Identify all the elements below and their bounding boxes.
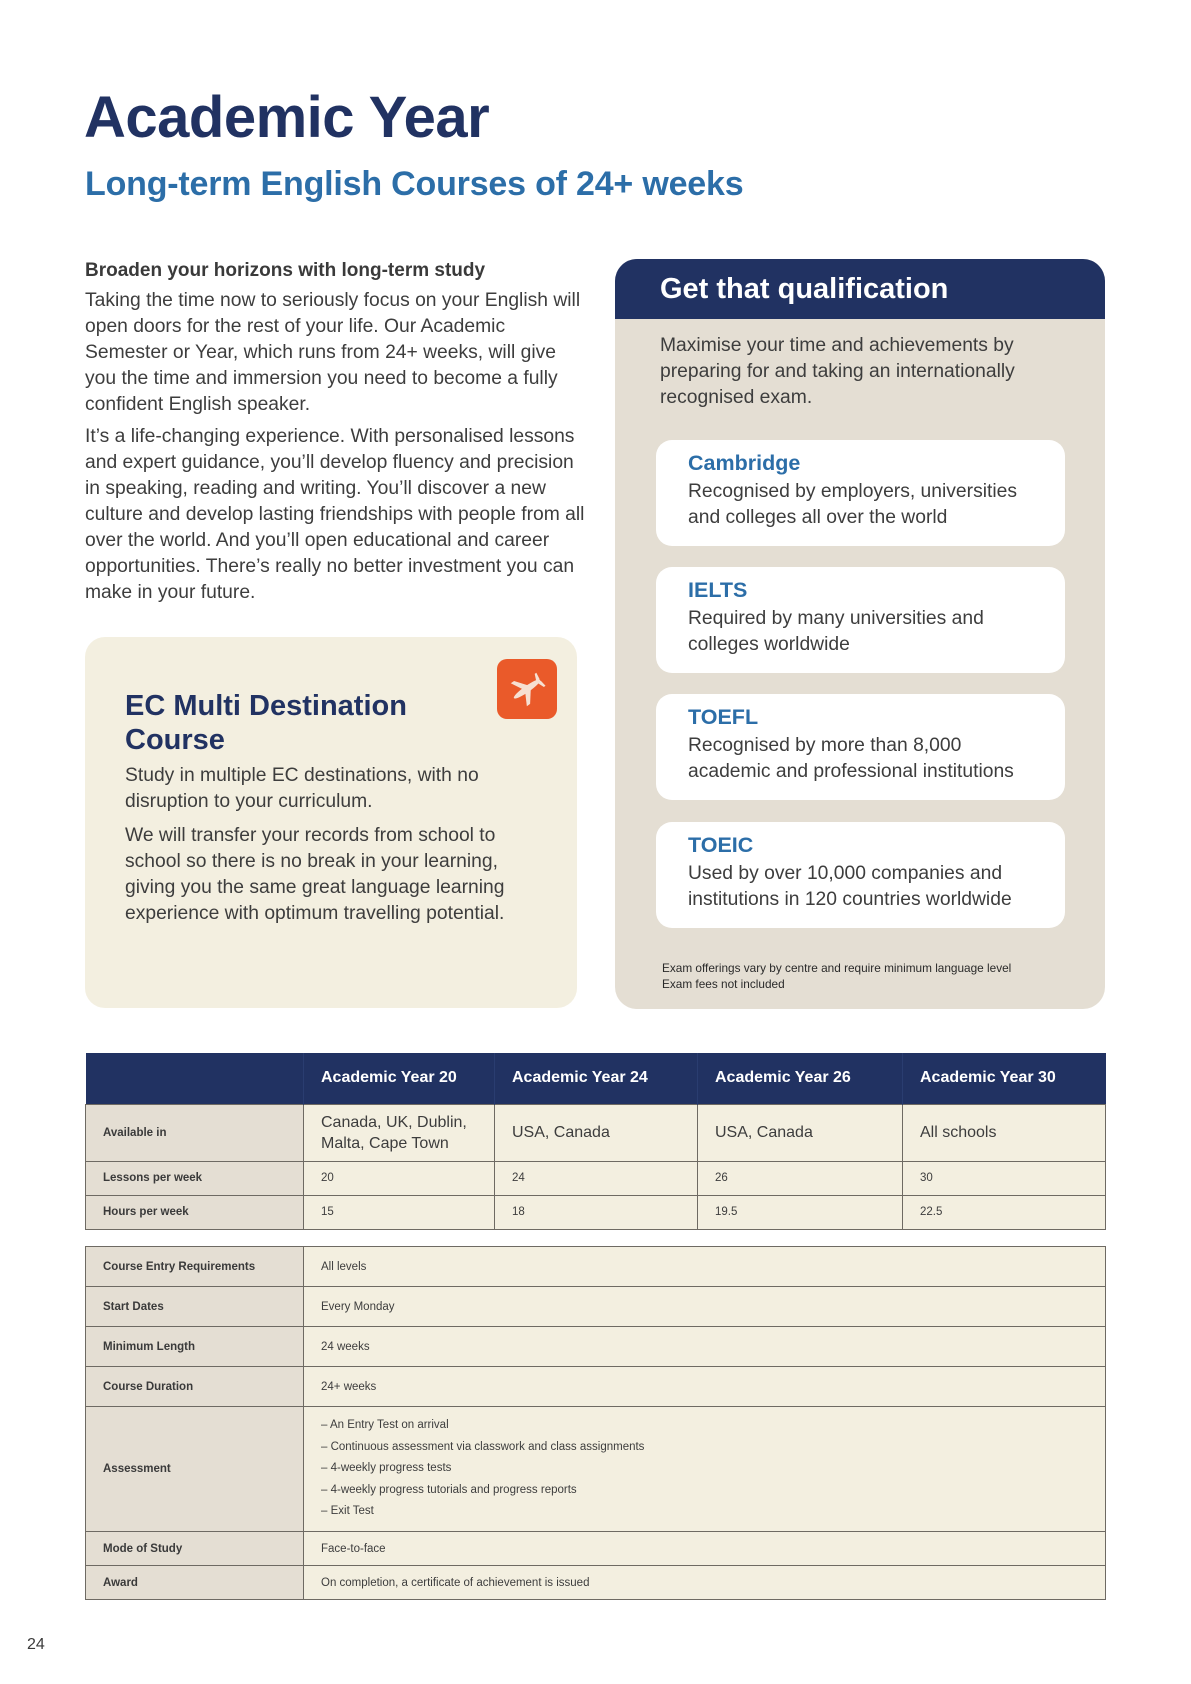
table-row [86,1247,1106,1287]
table-row [86,1161,1106,1195]
row-label: Course Entry Requirements [86,1247,304,1287]
table-cell: Canada, UK, Dublin, Malta, Cape Town [304,1104,495,1161]
table-cell: 24 [495,1161,698,1195]
row-label: Mode of Study [86,1532,304,1566]
row-label: Assessment [86,1407,304,1532]
table-cell: Face-to-face [304,1532,1106,1566]
course-details-table [85,1246,1106,1600]
table-cell: USA, Canada [698,1104,903,1161]
table-cell: 26 [698,1161,903,1195]
table-cell [304,1407,1106,1532]
multi-destination-title: EC Multi Destination Course [125,690,407,756]
intro-paragraph: Taking the time now to seriously focus on your English will open doors for the rest of your life. Our Academic Semester or Year, which runs from 24+ weeks, will give you the time and immersion you need to become a fully confident English speaker. [85,290,581,415]
exam-name: Cambridge [688,451,801,475]
table-cell: 22.5 [903,1195,1106,1229]
table-cell: 15 [304,1195,495,1229]
list-item: – Continuous assessment via classwork and class assignments [321,1440,645,1453]
note-line: Exam fees not included [662,977,785,991]
exam-description: Recognised by employers, universities and colleges all over the world [688,481,1018,528]
assessment-list [321,1415,1105,1523]
table-row [86,1407,1106,1532]
row-label: Course Duration [86,1367,304,1407]
table-row [86,1327,1106,1367]
table-cell: 24 weeks [304,1327,1106,1367]
qualification-intro: Maximise your time and achievements by preparing for and taking an internationally recognised exam. [660,335,1015,408]
page-number: 24 [27,1636,45,1653]
exam-name: TOEIC [688,833,754,857]
table-row [86,1104,1106,1161]
exam-card-toefl [656,694,1065,800]
list-item: – 4-weekly progress tutorials and progress reports [321,1483,577,1496]
multi-destination-paragraph: Study in multiple EC destinations, with no disruption to your curriculum. [125,765,479,812]
row-label: Hours per week [86,1195,304,1229]
exam-description: Required by many universities and colleges worldwide [688,608,984,655]
page-title: Academic Year [84,85,490,150]
exam-name: TOEFL [688,705,759,729]
page-subtitle: Long-term English Courses of 24+ weeks [85,165,744,203]
list-item: – 4-weekly progress tests [321,1462,452,1475]
table-cell: 20 [304,1161,495,1195]
course-comparison-table [85,1053,1106,1230]
table-cell: On completion, a certificate of achievement is issued [304,1566,1106,1600]
list-item: – An Entry Test on arrival [321,1419,449,1432]
table-cell: USA, Canada [495,1104,698,1161]
column-header: Academic Year 24 [495,1053,698,1104]
table-row [86,1532,1106,1566]
exam-card-ielts [656,567,1065,673]
list-item: – Exit Test [321,1505,374,1518]
row-label: Available in [86,1104,304,1161]
exam-name: IELTS [688,578,748,602]
table-cell: 18 [495,1195,698,1229]
exam-card-toeic [656,822,1065,928]
intro-paragraph: It’s a life-changing experience. With personalised lessons and expert guidance, you’ll develop fluency and precision in speaking, reading and writing. You’ll discover a new culture and develop lasting friendships with people from all over the world. And you’ll open educational and career opportunities. There’s really no better investment you can make in your future. [85,426,585,603]
multi-destination-paragraph: We will transfer your records from school to school so there is no break in your learning, giving you the same great language learning experience with optimum travelling potential. [125,825,505,924]
table-row [86,1566,1106,1600]
row-label: Start Dates [86,1287,304,1327]
table-header-row [86,1053,1106,1104]
table-cell: All levels [304,1247,1106,1287]
exam-card-cambridge [656,440,1065,546]
row-label: Lessons per week [86,1161,304,1195]
exam-description: Recognised by more than 8,000 academic and professional institutions [688,735,1014,782]
table-row [86,1195,1106,1229]
column-header: Academic Year 20 [304,1053,495,1104]
note-line: Exam offerings vary by centre and require minimum language level [662,961,1012,975]
column-header: Academic Year 26 [698,1053,903,1104]
qualification-notes [662,960,1011,992]
intro-section [85,258,585,612]
table-cell: All schools [903,1104,1106,1161]
qualification-title: Get that qualification [660,273,949,305]
table-cell: 19.5 [698,1195,903,1229]
table-cell: Every Monday [304,1287,1106,1327]
qualification-header [615,259,1105,319]
table-row [86,1287,1106,1327]
intro-heading: Broaden your horizons with long-term study [85,260,486,281]
qualification-panel [615,259,1105,1009]
exam-description: Used by over 10,000 companies and institutions in 120 countries worldwide [688,863,1012,910]
airplane-icon [497,659,557,719]
multi-destination-card [85,637,577,1008]
table-row [86,1367,1106,1407]
column-header [86,1053,304,1104]
table-cell: 24+ weeks [304,1367,1106,1407]
column-header: Academic Year 30 [903,1053,1106,1104]
table-cell: 30 [903,1161,1106,1195]
row-label: Minimum Length [86,1327,304,1367]
row-label: Award [86,1566,304,1600]
